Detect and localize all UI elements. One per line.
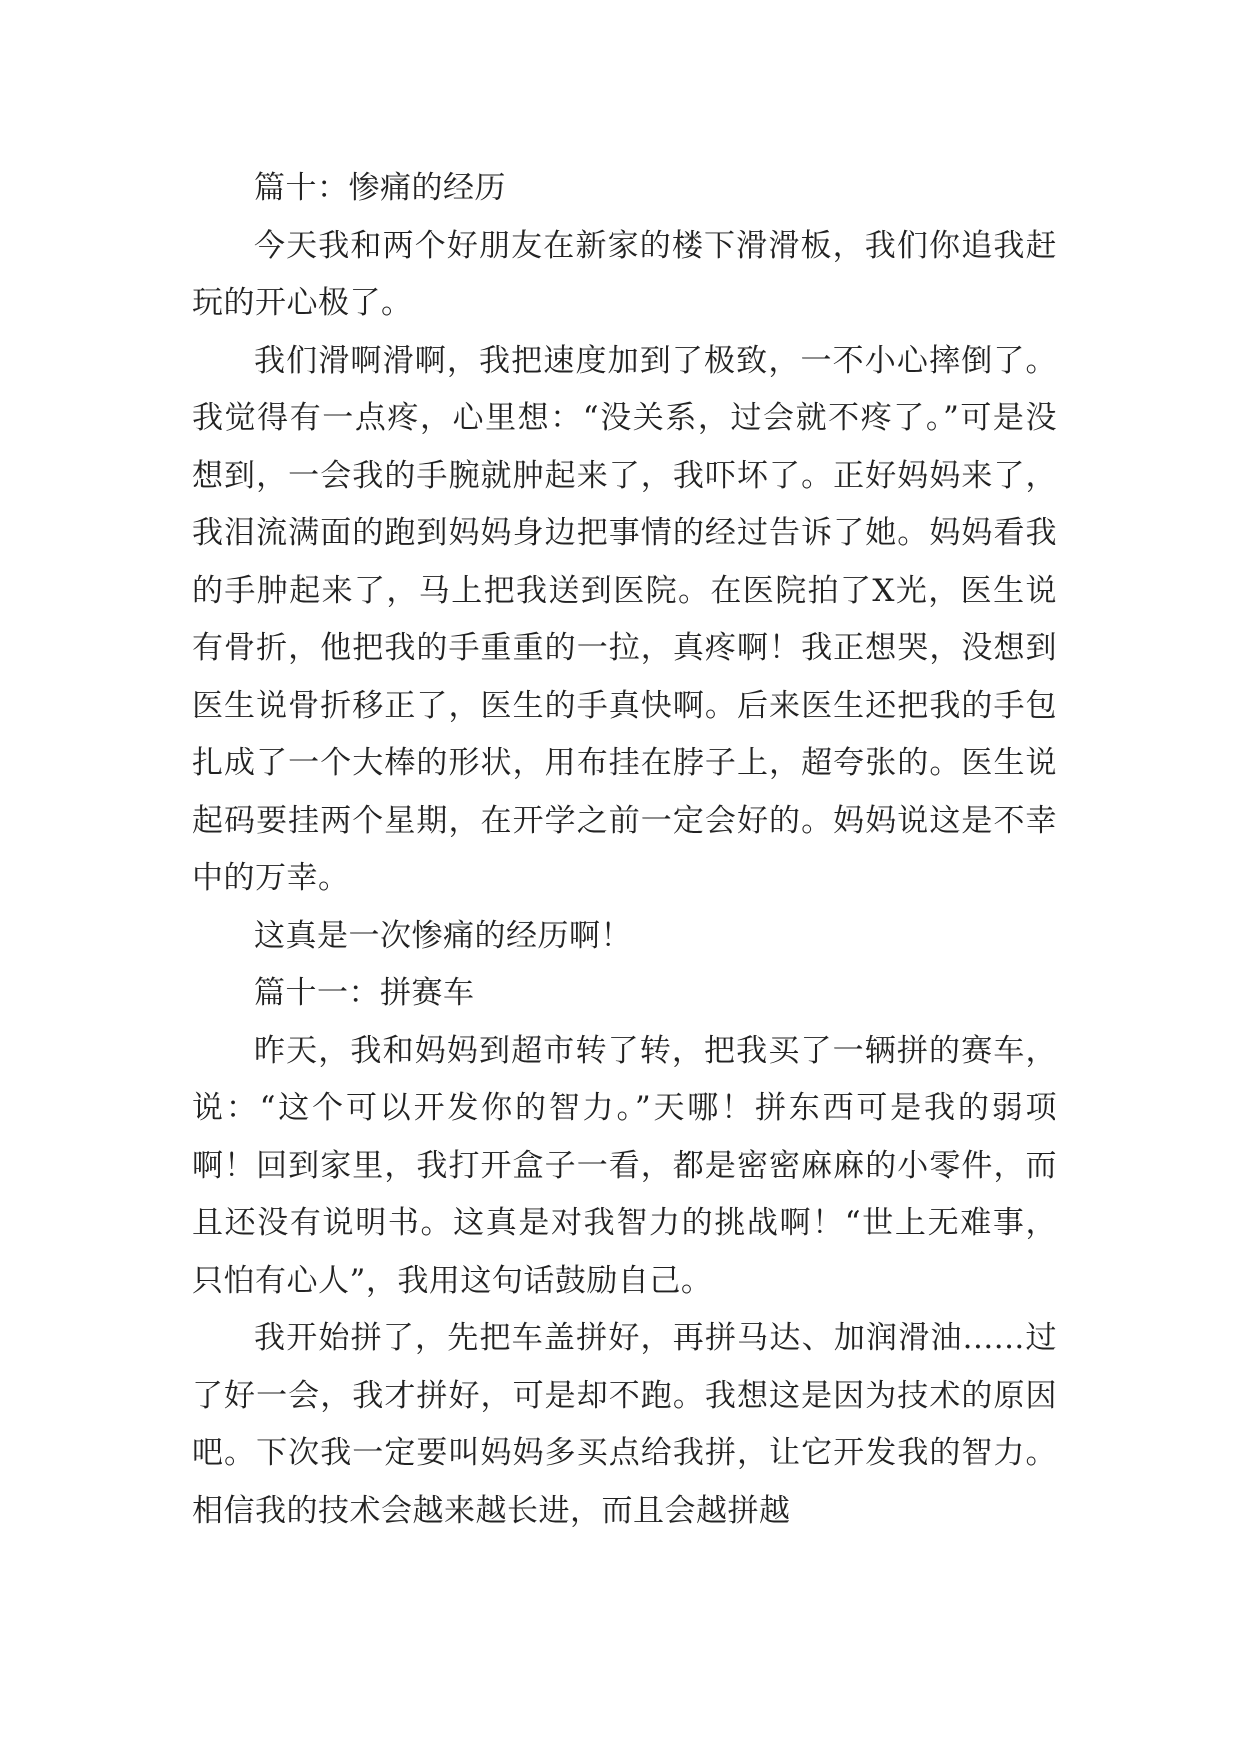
paragraph-1-1: 今天我和两个好朋友在新家的楼下滑滑板，我们你追我赶玩的开心极了。 bbox=[192, 227, 1057, 321]
section-heading-2: 篇十一：拼赛车 bbox=[254, 975, 475, 1011]
paragraph-1-3: 这真是一次惨痛的经历啊！ bbox=[254, 917, 632, 954]
paragraph-1-2: 我们滑啊滑啊，我把速度加到了极致，一不小心摔倒了。我觉得有一点疼，心里想：“没关系，过会就不疼了。”可是没想到，一会我的手腕就肿起来了，我吓坏了。正好妈妈来了，我泪流满面的跑到妈妈身边把事情的经过告诉了她。妈妈看我的手肿起来了，马上把我送到医院。在医院拍了X光，医生说有骨折，他把我的手重重的一拉，真疼啊！我正想哭，没想到医生说骨折移正了，医生的手真快啊。后来医生还把我的手包扎成了一个大棒的形状，用布挂在脖子上，超夸张的。医生说起码要挂两个星期，在开学之前一定会好的。妈妈说这是不幸中的万幸。 bbox=[192, 342, 1057, 896]
paragraph-2-1: 昨天，我和妈妈到超市转了转，把我买了一辆拼的赛车，说：“这个可以开发你的智力。”天哪！拼东西可是我的弱项啊！回到家里，我打开盒子一看，都是密密麻麻的小零件，而且还没有说明书。这真是对我智力的挑战啊！“世上无难事，只怕有心人”，我用这句话鼓励自己。 bbox=[192, 1032, 1057, 1299]
section-heading-1: 篇十：惨痛的经历 bbox=[254, 170, 506, 206]
paragraph-2-2: 我开始拼了，先把车盖拼好，再拼马达、加润滑油......过了好一会，我才拼好，可是却不跑。我想这是因为技术的原因吧。下次我一定要叫妈妈多买点给我拼，让它开发我的智力。相信我的技术会越来越长进，而且会越拼越 bbox=[192, 1320, 1057, 1529]
document-body bbox=[192, 160, 1057, 1540]
